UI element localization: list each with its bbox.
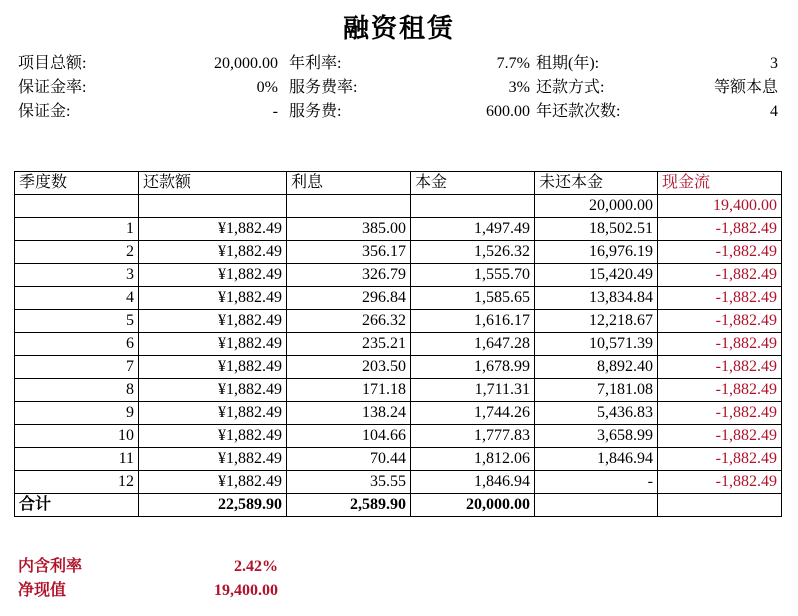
cell-principal: 20,000.00 — [411, 494, 535, 517]
cell-remaining-principal: 13,834.84 — [535, 287, 658, 310]
table-row — [15, 310, 782, 333]
cell-principal: 1,555.70 — [411, 264, 535, 287]
cell-interest: 138.24 — [287, 402, 411, 425]
repayment-schedule-table — [14, 171, 782, 517]
cell-cash-flow: -1,882.49 — [658, 218, 782, 241]
table-row — [15, 356, 782, 379]
cell-payment: ¥1,882.49 — [139, 356, 287, 379]
cell-remaining-principal: 7,181.08 — [535, 379, 658, 402]
cell-remaining-principal: 1,846.94 — [535, 448, 658, 471]
table-row — [15, 218, 782, 241]
cell-principal: 1,497.49 — [411, 218, 535, 241]
table-row — [15, 379, 782, 402]
cell-principal: 本金 — [411, 172, 535, 195]
cell-cash-flow: -1,882.49 — [658, 425, 782, 448]
param-label: 保证金: — [18, 103, 71, 120]
cell-cash-flow: -1,882.49 — [658, 333, 782, 356]
cell-payment: ¥1,882.49 — [139, 218, 287, 241]
cell-remaining-principal: 16,976.19 — [535, 241, 658, 264]
cell-remaining-principal: 15,420.49 — [535, 264, 658, 287]
summary-label: 净现值 — [18, 582, 67, 599]
sheet-title: 融资租赁 — [342, 14, 455, 43]
cell-payment: ¥1,882.49 — [139, 379, 287, 402]
cell-quarter: 8 — [15, 379, 139, 402]
cell-quarter: 12 — [15, 471, 139, 494]
param-value: 7.7% — [496, 55, 530, 72]
table-row — [15, 333, 782, 356]
cell-cash-flow: -1,882.49 — [658, 241, 782, 264]
param-label: 服务费: — [289, 103, 342, 120]
cell-principal — [411, 195, 535, 218]
cell-remaining-principal — [535, 494, 658, 517]
cell-remaining-principal: 5,436.83 — [535, 402, 658, 425]
cell-quarter: 2 — [15, 241, 139, 264]
cell-remaining-principal: - — [535, 471, 658, 494]
cell-quarter: 11 — [15, 448, 139, 471]
cell-principal: 1,846.94 — [411, 471, 535, 494]
cell-cash-flow: -1,882.49 — [658, 402, 782, 425]
cell-quarter: 10 — [15, 425, 139, 448]
cell-cash-flow: -1,882.49 — [658, 379, 782, 402]
cell-interest — [287, 195, 411, 218]
cell-cash-flow: 19,400.00 — [658, 195, 782, 218]
cell-quarter: 季度数 — [15, 172, 139, 195]
table-row — [15, 264, 782, 287]
cell-cash-flow: -1,882.49 — [658, 310, 782, 333]
cell-payment: ¥1,882.49 — [139, 287, 287, 310]
cell-interest: 104.66 — [287, 425, 411, 448]
cell-interest: 296.84 — [287, 287, 411, 310]
cell-payment: ¥1,882.49 — [139, 402, 287, 425]
table-row — [15, 471, 782, 494]
cell-interest: 356.17 — [287, 241, 411, 264]
cell-payment: ¥1,882.49 — [139, 241, 287, 264]
cell-quarter: 3 — [15, 264, 139, 287]
cell-cash-flow: -1,882.49 — [658, 356, 782, 379]
table-total-row — [15, 494, 782, 517]
table-row — [15, 402, 782, 425]
cell-cash-flow: -1,882.49 — [658, 264, 782, 287]
cell-interest: 70.44 — [287, 448, 411, 471]
cell-cash-flow: 现金流 — [658, 172, 782, 195]
cell-payment: ¥1,882.49 — [139, 264, 287, 287]
summary-value: 2.42% — [234, 558, 278, 575]
table-row — [15, 241, 782, 264]
cell-interest: 203.50 — [287, 356, 411, 379]
table-header-row — [15, 172, 782, 195]
summary-value: 19,400.00 — [214, 582, 278, 599]
table-initial-row — [15, 195, 782, 218]
param-value: 3 — [770, 55, 778, 72]
cell-remaining-principal: 未还本金 — [535, 172, 658, 195]
cell-remaining-principal: 8,892.40 — [535, 356, 658, 379]
param-value: 等额本息 — [713, 79, 778, 96]
cell-quarter: 1 — [15, 218, 139, 241]
cell-principal: 1,647.28 — [411, 333, 535, 356]
cell-payment — [139, 195, 287, 218]
cell-principal: 1,812.06 — [411, 448, 535, 471]
param-value: 20,000.00 — [214, 55, 278, 72]
cell-cash-flow: -1,882.49 — [658, 471, 782, 494]
cell-interest: 35.55 — [287, 471, 411, 494]
param-value: 600.00 — [486, 103, 530, 120]
cell-payment: 22,589.90 — [139, 494, 287, 517]
cell-remaining-principal: 3,658.99 — [535, 425, 658, 448]
cell-principal: 1,744.26 — [411, 402, 535, 425]
cell-quarter: 4 — [15, 287, 139, 310]
cell-remaining-principal: 20,000.00 — [535, 195, 658, 218]
param-value: 0% — [256, 79, 278, 96]
cell-cash-flow: -1,882.49 — [658, 287, 782, 310]
param-label: 年利率: — [289, 55, 342, 72]
table-row — [15, 448, 782, 471]
cell-principal: 1,616.17 — [411, 310, 535, 333]
param-value: - — [272, 103, 278, 120]
cell-payment: ¥1,882.49 — [139, 425, 287, 448]
cell-payment: ¥1,882.49 — [139, 448, 287, 471]
param-label: 租期(年): — [536, 55, 600, 72]
cell-interest: 266.32 — [287, 310, 411, 333]
cell-principal: 1,678.99 — [411, 356, 535, 379]
param-label: 项目总额: — [18, 55, 87, 72]
summary-label: 内含利率 — [18, 558, 83, 575]
param-label: 服务费率: — [289, 79, 358, 96]
cell-quarter: 合计 — [15, 494, 139, 517]
cell-interest: 2,589.90 — [287, 494, 411, 517]
cell-cash-flow: -1,882.49 — [658, 448, 782, 471]
cell-remaining-principal: 12,218.67 — [535, 310, 658, 333]
cell-interest: 利息 — [287, 172, 411, 195]
cell-interest: 326.79 — [287, 264, 411, 287]
table-row — [15, 287, 782, 310]
cell-principal: 1,711.31 — [411, 379, 535, 402]
cell-quarter: 7 — [15, 356, 139, 379]
cell-principal: 1,585.65 — [411, 287, 535, 310]
cell-payment: ¥1,882.49 — [139, 333, 287, 356]
cell-remaining-principal: 10,571.39 — [535, 333, 658, 356]
table-row — [15, 425, 782, 448]
param-value: 3% — [508, 79, 530, 96]
cell-interest: 385.00 — [287, 218, 411, 241]
cell-quarter: 5 — [15, 310, 139, 333]
cell-quarter — [15, 195, 139, 218]
cell-principal: 1,777.83 — [411, 425, 535, 448]
cell-quarter: 6 — [15, 333, 139, 356]
cell-cash-flow — [658, 494, 782, 517]
param-label: 年还款次数: — [536, 103, 621, 120]
cell-payment: ¥1,882.49 — [139, 471, 287, 494]
param-label: 还款方式: — [536, 79, 605, 96]
cell-interest: 171.18 — [287, 379, 411, 402]
cell-payment: ¥1,882.49 — [139, 310, 287, 333]
param-value: 4 — [770, 103, 778, 120]
cell-interest: 235.21 — [287, 333, 411, 356]
cell-quarter: 9 — [15, 402, 139, 425]
cell-principal: 1,526.32 — [411, 241, 535, 264]
param-label: 保证金率: — [18, 79, 87, 96]
cell-remaining-principal: 18,502.51 — [535, 218, 658, 241]
cell-payment: 还款额 — [139, 172, 287, 195]
